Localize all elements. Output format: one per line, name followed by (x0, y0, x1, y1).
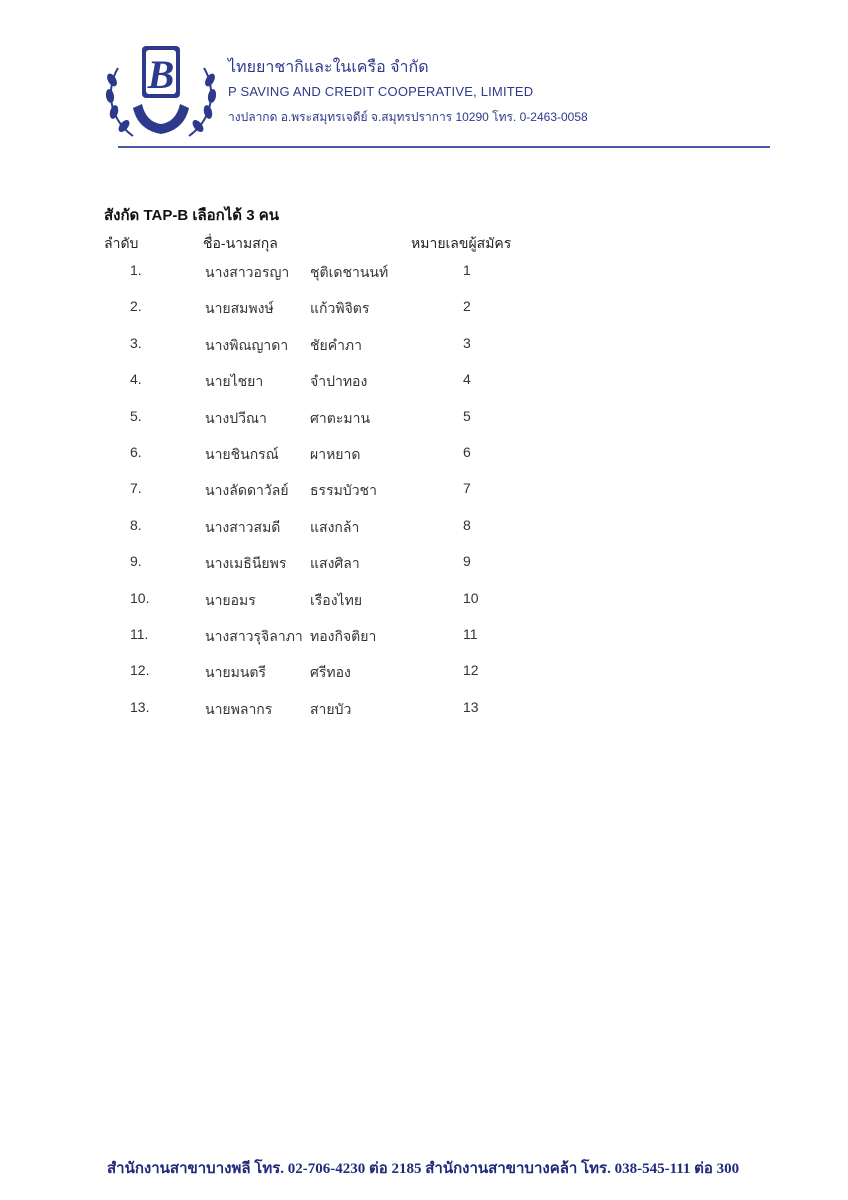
candidate-last-name: แสงศิลา (310, 555, 360, 572)
logo-letter: B (147, 52, 175, 97)
candidate-last-name: แสงกล้า (310, 518, 360, 535)
cooperative-address: างปลากด อ.พระสมุทรเจดีย์ จ.สมุทรปราการ 10290 โทร. 0-2463-0058 (228, 110, 588, 124)
candidate-number: 11 (463, 625, 478, 642)
candidate-row (0, 618, 848, 654)
candidate-number: 2 (463, 298, 471, 315)
candidate-first-name: นายอมร (205, 591, 256, 608)
candidate-first-name: นายชินกรณ์ (205, 445, 279, 462)
candidate-first-name: นายพลากร (205, 700, 273, 717)
candidate-order: 11. (130, 625, 149, 642)
candidate-order: 7. (130, 480, 142, 497)
candidate-order: 1. (130, 262, 142, 278)
column-header-order: ลำดับ (104, 235, 139, 251)
candidate-row (0, 436, 848, 472)
candidate-order: 10. (130, 589, 150, 606)
cooperative-english-name: P SAVING AND CREDIT COOPERATIVE, LIMITED (228, 84, 534, 99)
footer-contact: สำนักงานสาขาบางพลี โทร. 02-706-4230 ต่อ 2185 สำนักงานสาขาบางคล้า โทร. 038-545-111 ต่อ 300 (107, 1161, 740, 1177)
candidate-row (0, 691, 848, 727)
candidate-order: 3. (130, 334, 142, 351)
candidate-number: 13 (463, 698, 479, 715)
candidate-first-name: นางสาวอรญา (205, 264, 290, 280)
candidate-row (0, 472, 848, 508)
candidate-number: 9 (463, 553, 471, 570)
candidate-first-name: นางสาวรุจิลาภา (205, 627, 303, 644)
candidate-number: 10 (463, 589, 479, 606)
candidate-number: 6 (463, 443, 471, 460)
candidate-number: 1 (463, 262, 471, 278)
candidate-list (0, 254, 848, 727)
candidate-first-name: นายไชยา (205, 373, 264, 390)
candidate-row (0, 654, 848, 690)
candidate-order: 12. (130, 662, 150, 679)
candidate-order: 4. (130, 371, 142, 388)
candidate-row (0, 400, 848, 436)
candidate-last-name: สายบัว (310, 700, 352, 717)
candidate-first-name: นางปวีณา (205, 409, 267, 426)
candidate-number: 4 (463, 371, 471, 388)
candidate-number: 3 (463, 334, 471, 351)
candidate-last-name: ศาตะมาน (310, 409, 371, 426)
candidate-last-name: ผาหยาด (310, 445, 361, 462)
candidate-number: 12 (463, 662, 479, 679)
column-header-candidate-number: หมายเลขผู้สมัคร (411, 235, 512, 251)
candidate-last-name: จำปาทอง (310, 373, 368, 390)
candidate-row (0, 254, 848, 290)
cooperative-logo (98, 38, 224, 148)
candidate-number: 8 (463, 516, 471, 533)
candidate-first-name: นายสมพงษ์ (205, 300, 274, 317)
candidate-last-name: ศรีทอง (310, 664, 351, 681)
candidate-last-name: ธรรมบัวชา (310, 482, 377, 499)
candidate-order: 5. (130, 407, 142, 424)
candidate-first-name: นางลัดดาวัลย์ (205, 482, 289, 499)
candidate-first-name: นางเมธินียพร (205, 555, 287, 572)
candidate-order: 13. (130, 698, 150, 715)
candidate-first-name: นายมนตรี (205, 664, 267, 681)
section-title: สังกัด TAP-B เลือกได้ 3 คน (104, 207, 280, 224)
candidate-row (0, 290, 848, 326)
cooperative-thai-name: ไทยยาชากิและในเครือ จำกัด (228, 59, 429, 76)
candidate-row (0, 327, 848, 363)
candidate-number: 5 (463, 407, 471, 424)
candidate-last-name: ทองกิจติยา (310, 627, 377, 644)
candidate-order: 8. (130, 516, 142, 533)
candidate-last-name: ชัยคำภา (310, 336, 363, 353)
candidate-last-name: เรืองไทย (310, 591, 363, 608)
candidate-first-name: นางพิณญาดา (205, 336, 289, 353)
candidate-order: 9. (130, 553, 142, 570)
candidate-first-name: นางสาวสมดี (205, 518, 281, 535)
candidate-number: 7 (463, 480, 471, 497)
candidate-row (0, 509, 848, 545)
candidate-last-name: แก้วพิจิตร (310, 300, 370, 317)
candidate-order: 2. (130, 298, 142, 315)
candidate-row (0, 363, 848, 399)
candidate-last-name: ชุติเดชานนท์ (310, 264, 389, 280)
header-divider (118, 146, 770, 148)
candidate-row (0, 582, 848, 618)
candidate-order: 6. (130, 443, 142, 460)
candidate-row (0, 545, 848, 581)
column-header-name: ชื่อ-นามสกุล (203, 235, 278, 251)
